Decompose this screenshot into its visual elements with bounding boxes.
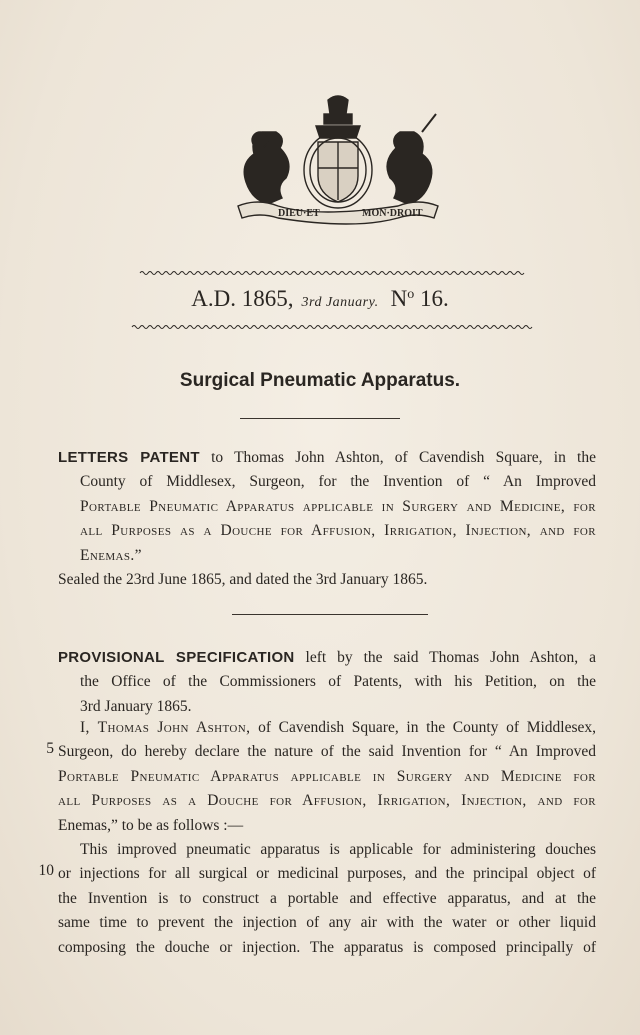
- title-rule: [240, 418, 400, 419]
- body-line-9: same time to prevent the injection of any air with the water or other liquid: [58, 914, 596, 932]
- top-wavy-rule: [0, 268, 640, 278]
- provisional-paragraph: [58, 646, 596, 719]
- provisional-lead: PROVISIONAL SPECIFICATION: [58, 649, 295, 666]
- sealed-paragraph: [58, 568, 596, 592]
- provisional-line-1: left by the said Thomas John Ashton, a: [305, 649, 596, 666]
- letters-patent-line-2: County of Middlesex, Surgeon, for the Invention of “ An Improved: [80, 473, 596, 491]
- number-sup: o: [407, 287, 415, 302]
- letters-patent-line-4: all Purposes as a Douche for Affusion, Irrigation, Injection, and for: [80, 522, 596, 540]
- body-line-1b: of Cavendish Square, in the County of Middlesex,: [258, 719, 596, 736]
- provisional-line-2: the Office of the Commissioners of Patents, with his Petition, on the: [80, 673, 596, 691]
- specification-body: [58, 716, 596, 960]
- document-title: Surgical Pneumatic Apparatus.: [179, 370, 461, 391]
- letters-patent-line-3: Portable Pneumatic Apparatus applicable in Surgery and Medicine, for: [80, 497, 596, 515]
- body-line-10: composing the douche or injection. The apparatus is composed principally of: [58, 938, 596, 956]
- royal-coat-of-arms-icon: [232, 92, 444, 232]
- bottom-wavy-rule: [0, 322, 640, 332]
- letters-patent-paragraph: [58, 446, 596, 568]
- body-line-5: Enemas,” to be as follows :—: [58, 816, 244, 834]
- sealed-line: Sealed the 23rd June 1865, and dated the 3rd January 1865.: [58, 571, 428, 588]
- ad-label: A.D.: [191, 286, 237, 311]
- line-number-5: 5: [46, 740, 54, 757]
- year: 1865,: [241, 286, 294, 311]
- svg-text:DIEU·ET: DIEU·ET: [278, 208, 320, 219]
- patent-number: 16.: [419, 286, 449, 311]
- number-prefix: N: [390, 286, 408, 311]
- body-line-6: This improved pneumatic apparatus is applicable for administering douches: [80, 841, 596, 859]
- body-line-3: Portable Pneumatic Apparatus applicable in Surgery and Medicine for: [58, 767, 596, 785]
- patent-date-line: [0, 286, 640, 312]
- body-line-2: Surgeon, do hereby declare the nature of the said Invention for “ An Improved: [58, 743, 596, 761]
- letters-patent-lead: LETTERS PATENT: [58, 449, 200, 466]
- date: 3rd January.: [301, 295, 379, 310]
- letters-patent-line-5: Enemas.”: [80, 546, 142, 564]
- body-line-8: the Invention is to construct a portable and effective apparatus, and at the: [58, 889, 596, 907]
- body-line-7: or injections for all surgical or medicinal purposes, and the principal object of: [58, 865, 596, 883]
- body-line-1a: I, Thomas John Ashton,: [80, 719, 251, 736]
- svg-text:MON·DROIT: MON·DROIT: [362, 208, 423, 219]
- line-number-10: 10: [38, 862, 54, 879]
- body-line-4: all Purposes as a Douche for Affusion, Irrigation, Injection, and for: [58, 792, 596, 810]
- section-rule: [232, 614, 428, 615]
- letters-patent-line-1: to Thomas John Ashton, of Cavendish Square, in the: [211, 449, 596, 466]
- provisional-line-3: 3rd January 1865.: [80, 697, 192, 715]
